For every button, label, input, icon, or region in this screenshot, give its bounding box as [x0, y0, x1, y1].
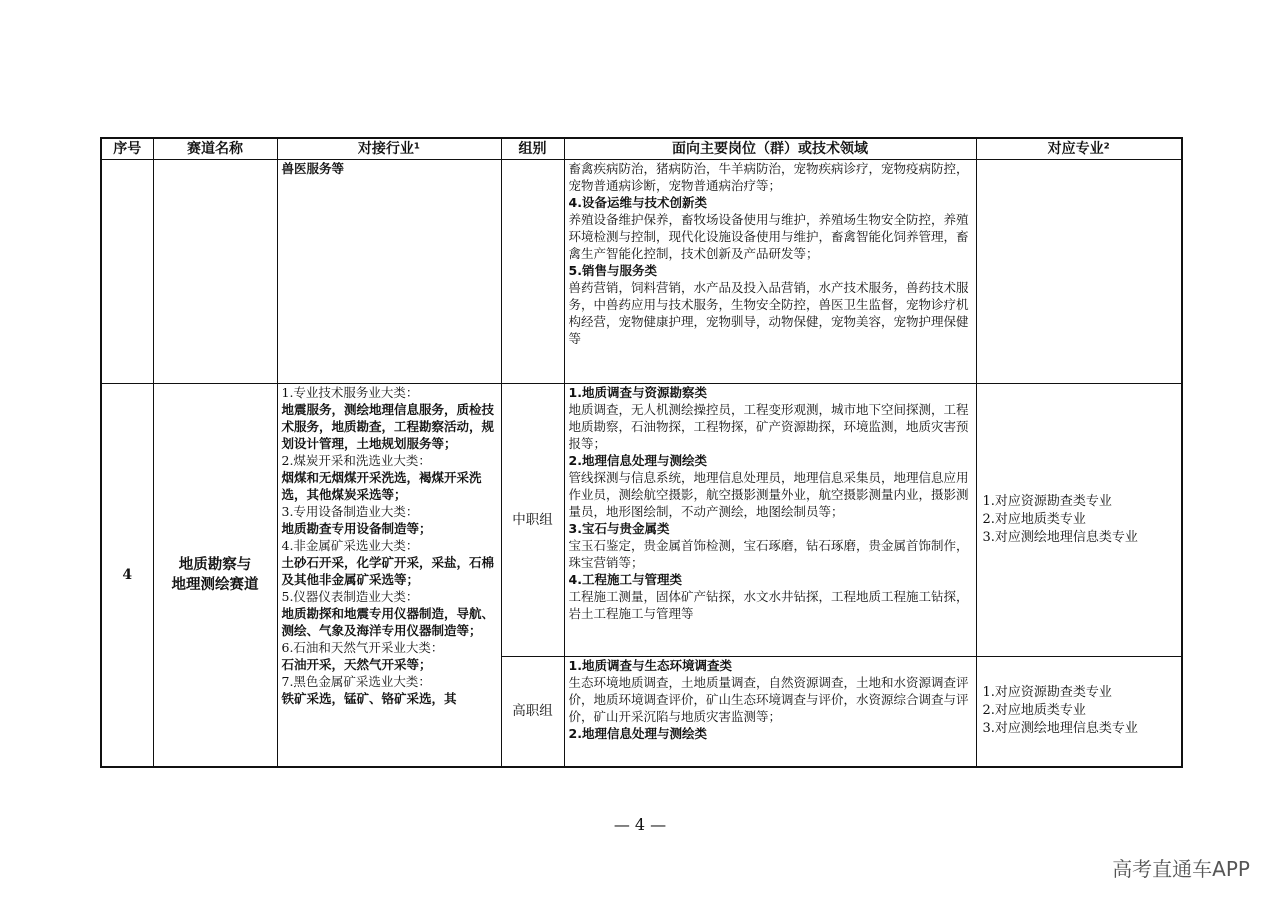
field-category: 5.销售与服务类 [568, 263, 657, 278]
major-item: 1.对应资源勘查类专业 [982, 685, 1112, 701]
header-row [101, 138, 1182, 160]
track-name-line2: 地理测绘赛道 [171, 576, 259, 593]
cell-majors [976, 384, 1182, 657]
competition-table [100, 137, 1183, 768]
industry-category: 7.黑色金属矿采选业大类： [281, 674, 431, 689]
field-text: 畜禽疾病防治，猪病防治，牛羊病防治，宠物疾病诊疗，宠物疫病防控，宠物普通病诊断，宠物普通病治疗等； [568, 161, 969, 193]
cell-group [501, 160, 564, 384]
major-item: 2.对应地质类专业 [982, 512, 1086, 527]
major-item: 2.对应地质类专业 [982, 703, 1086, 719]
header-fields: 面向主要岗位（群）或技术领域 [564, 138, 976, 160]
cell-fields [564, 160, 976, 384]
group-name: 高职组 [512, 703, 553, 720]
field-category: 1.地质调查与生态环境调查类 [568, 658, 732, 673]
field-text: 生态环境地质调查，土地质量调查，自然资源调查，土地和水资源调查评价，地质环境调查评价，矿山生态环境调查与评价，水资源综合调查与评价，矿山开采沉陷与地质灾害监测等； [568, 675, 969, 724]
field-text: 管线探测与信息系统，地理信息处理员，地理信息采集员，地理信息应用作业员，测绘航空摄影，航空摄影测量外业，航空摄影测量内业，摄影测量员，地形图绘制，不动产测绘，地图绘制员等； [568, 470, 969, 519]
table-row-continued [101, 160, 1182, 384]
cell-majors [976, 160, 1182, 384]
table-row-4-vocational [101, 384, 1182, 657]
industry-line: 兽医服务等 [281, 161, 345, 176]
watermark: 高考直通车APP [1112, 857, 1250, 881]
field-text: 兽药营销，饲料营销，水产品及投入品营销，水产技术服务，兽药技术服务，中兽药应用与技术服务，生物安全防控，兽医卫生监督，宠物诊疗机构经营，宠物健康护理，宠物驯导，动物保健，宠物美容，宠物护理保健等 [568, 280, 969, 346]
cell-track [153, 384, 277, 767]
industry-items: 烟煤和无烟煤开采洗选，褐煤开采洗选，其他煤炭采选等； [281, 470, 482, 502]
header-majors: 对应专业² [976, 138, 1182, 160]
major-item: 3.对应测绘地理信息类专业 [982, 530, 1138, 545]
field-category: 4.工程施工与管理类 [568, 572, 682, 587]
industry-category: 5.仪器仪表制造业大类： [281, 589, 419, 604]
industry-category: 3.专用设备制造业大类： [281, 504, 419, 519]
header-group: 组别 [501, 138, 564, 160]
cell-majors [976, 657, 1182, 767]
field-text: 宝玉石鉴定，贵金属首饰检测，宝石琢磨，钻石琢磨，贵金属首饰制作，珠宝营销等； [568, 538, 969, 570]
field-category: 2.地理信息处理与测绘类 [568, 726, 707, 741]
cell-group [501, 657, 564, 767]
field-category: 2.地理信息处理与测绘类 [568, 453, 707, 468]
group-name: 中职组 [512, 512, 553, 528]
header-number: 序号 [101, 138, 153, 160]
industry-category: 1.专业技术服务业大类： [281, 385, 419, 400]
industry-items: 石油开采，天然气开采等； [281, 657, 432, 672]
industry-items: 土砂石开采，化学矿开采，采盐，石棉及其他非金属矿采选等； [281, 555, 495, 587]
industry-items: 地质勘探和地震专用仪器制造，导航、测绘、气象及海洋专用仪器制造等； [281, 606, 495, 638]
cell-group [501, 384, 564, 657]
page-number: — 4 — [613, 815, 667, 834]
cell-industry [277, 384, 501, 767]
major-item: 1.对应资源勘查类专业 [982, 494, 1112, 509]
field-category: 1.地质调查与资源勘察类 [568, 385, 707, 400]
major-item: 3.对应测绘地理信息类专业 [982, 721, 1138, 737]
track-name-line1: 地质勘察与 [178, 556, 252, 573]
industry-category: 4.非金属矿采选业大类： [281, 538, 419, 553]
field-text: 工程施工测量，固体矿产钻探，水文水井钻探，工程地质工程施工钻探，岩土工程施工与管理等 [568, 589, 969, 621]
industry-category: 2.煤炭开采和洗选业大类： [281, 453, 431, 468]
industry-items: 地震服务，测绘地理信息服务，质检技术服务，地质勘查，工程勘察活动，规划设计管理，土地规划服务等； [281, 402, 495, 451]
cell-number [101, 160, 153, 384]
field-text: 地质调查，无人机测绘操控员，工程变形观测，城市地下空间探测，工程地质勘察，石油物探，工程物探，矿产资源勘探，环境监测，地质灾害预报等； [568, 402, 969, 451]
cell-fields [564, 657, 976, 767]
industry-items: 地质勘查专用设备制造等； [281, 521, 432, 536]
header-industry: 对接行业¹ [277, 138, 501, 160]
industry-items: 铁矿采选，锰矿、铬矿采选，其 [281, 691, 457, 706]
cell-industry [277, 160, 501, 384]
field-category: 3.宝石与贵金属类 [568, 521, 670, 536]
field-text: 养殖设备维护保养，畜牧场设备使用与维护，养殖场生物安全防控，养殖环境检测与控制，现代化设施设备使用与维护，畜禽智能化饲养管理，畜禽生产智能化控制，技术创新及产品研发等； [568, 212, 969, 261]
industry-category: 6.石油和天然气开采业大类： [281, 640, 444, 655]
cell-number [101, 384, 153, 767]
header-track: 赛道名称 [153, 138, 277, 160]
row-number: 4 [122, 566, 133, 583]
cell-fields [564, 384, 976, 657]
field-category: 4.设备运维与技术创新类 [568, 195, 707, 210]
cell-track [153, 160, 277, 384]
